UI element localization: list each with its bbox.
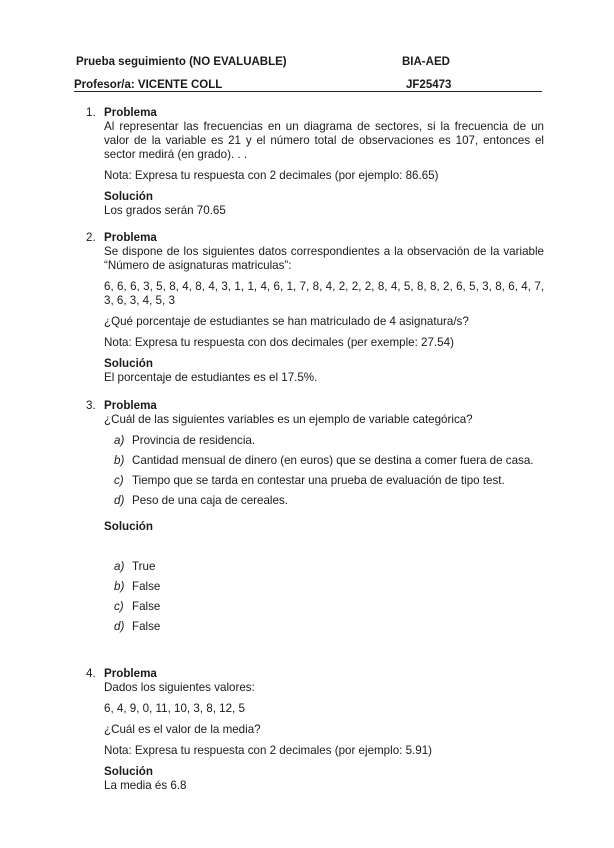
- solution-text: La media és 6.8: [104, 779, 187, 792]
- problem-2: [86, 231, 544, 385]
- option-item: [104, 454, 544, 468]
- answer-label: b): [114, 580, 125, 593]
- option-text: Peso de una caja de cereales.: [132, 494, 288, 507]
- answer-item: [104, 580, 544, 594]
- answer-label: d): [114, 620, 125, 633]
- option-item: [104, 474, 544, 488]
- option-text: Cantidad mensual de dinero (en euros) que se destina a comer fuera de casa.: [132, 454, 534, 467]
- answer-item: [104, 560, 544, 574]
- solution-text: El porcentaje de estudiantes es el 17.5%.: [104, 371, 318, 384]
- problem-title: Problema: [104, 106, 157, 119]
- option-label: a): [114, 434, 125, 447]
- course-code: BIA-AED: [402, 56, 450, 68]
- option-label: b): [114, 454, 125, 467]
- answer-text: True: [132, 560, 156, 573]
- answer-label: a): [114, 560, 125, 573]
- option-item: [104, 434, 544, 448]
- problem-note: Nota: Expresa tu respuesta con 2 decimales (por ejemplo: 5.91): [104, 744, 433, 757]
- problem-data: 6, 4, 9, 0, 11, 10, 3, 8, 12, 5: [104, 702, 245, 715]
- problem-4: [86, 667, 544, 793]
- answer-text: False: [132, 580, 161, 593]
- solution-text: Los grados serán 70.65: [104, 204, 226, 217]
- answer-text: False: [132, 620, 161, 633]
- answer-label: c): [114, 600, 124, 613]
- answer-item: [104, 600, 544, 614]
- header-rule: [74, 91, 542, 92]
- teacher-name: Profesor/a: VICENTE COLL: [74, 79, 223, 91]
- problem-title: Problema: [104, 231, 157, 244]
- problem-question: ¿Qué porcentaje de estudiantes se han matriculado de 4 asignatura/s?: [104, 315, 469, 328]
- exam-title: Prueba seguimiento (NO EVALUABLE): [76, 56, 287, 68]
- answer-text: False: [132, 600, 161, 613]
- option-label: c): [114, 474, 124, 487]
- problem-number: 3.: [86, 399, 96, 412]
- option-text: Tiempo que se tarda en contestar una prueba de evaluación de tipo test.: [132, 474, 505, 487]
- answers-list: [104, 560, 544, 634]
- solution-label: Solución: [104, 765, 153, 778]
- problem-note: Nota: Expresa tu respuesta con 2 decimales (por ejemplo: 86.65): [104, 169, 439, 182]
- solution-label: Solución: [104, 190, 153, 203]
- problem-number: 2.: [86, 231, 96, 244]
- problem-number: 4.: [86, 667, 96, 680]
- option-text: Provincia de residencia.: [132, 434, 256, 447]
- solution-label: Solución: [104, 357, 153, 370]
- problem-title: Problema: [104, 399, 157, 412]
- problem-statement: Dados los siguientes valores:: [104, 681, 255, 694]
- problem-title: Problema: [104, 667, 157, 680]
- problem-3: [86, 399, 544, 634]
- problem-number: 1.: [86, 106, 96, 119]
- answer-item: [104, 620, 544, 634]
- problem-statement: Se dispone de los siguientes datos correspondientes a la observación de la variable “Número de asignaturas matriculas”:: [104, 245, 544, 272]
- exam-code: JF25473: [406, 79, 452, 91]
- options-list: [104, 434, 544, 508]
- problem-data: 6, 6, 6, 3, 5, 8, 4, 8, 4, 3, 1, 1, 4, 6, 1, 7, 8, 4, 2, 2, 2, 8, 4, 5, 8, 8, 2, 6, 5, 3, 8, 6, 4, 7, 3, 6, 3, 4, 5, 3: [104, 280, 544, 307]
- option-label: d): [114, 494, 125, 507]
- problem-1: [86, 106, 544, 218]
- option-item: [104, 494, 544, 508]
- problem-question: ¿Cuál es el valor de la media?: [104, 723, 261, 736]
- problem-note: Nota: Expresa tu respuesta con dos decimales (per exemple: 27.54): [104, 336, 454, 349]
- problem-statement: Al representar las frecuencias en un diagrama de sectores, si la frecuencia de un valor de la variable es 21 y el número total de observaciones es 107, entonces el sector medirá (en grado). . .: [104, 120, 544, 161]
- solution-label: Solución: [104, 520, 153, 533]
- problem-statement: ¿Cuál de las siguientes variables es un ejemplo de variable categórica?: [104, 413, 473, 426]
